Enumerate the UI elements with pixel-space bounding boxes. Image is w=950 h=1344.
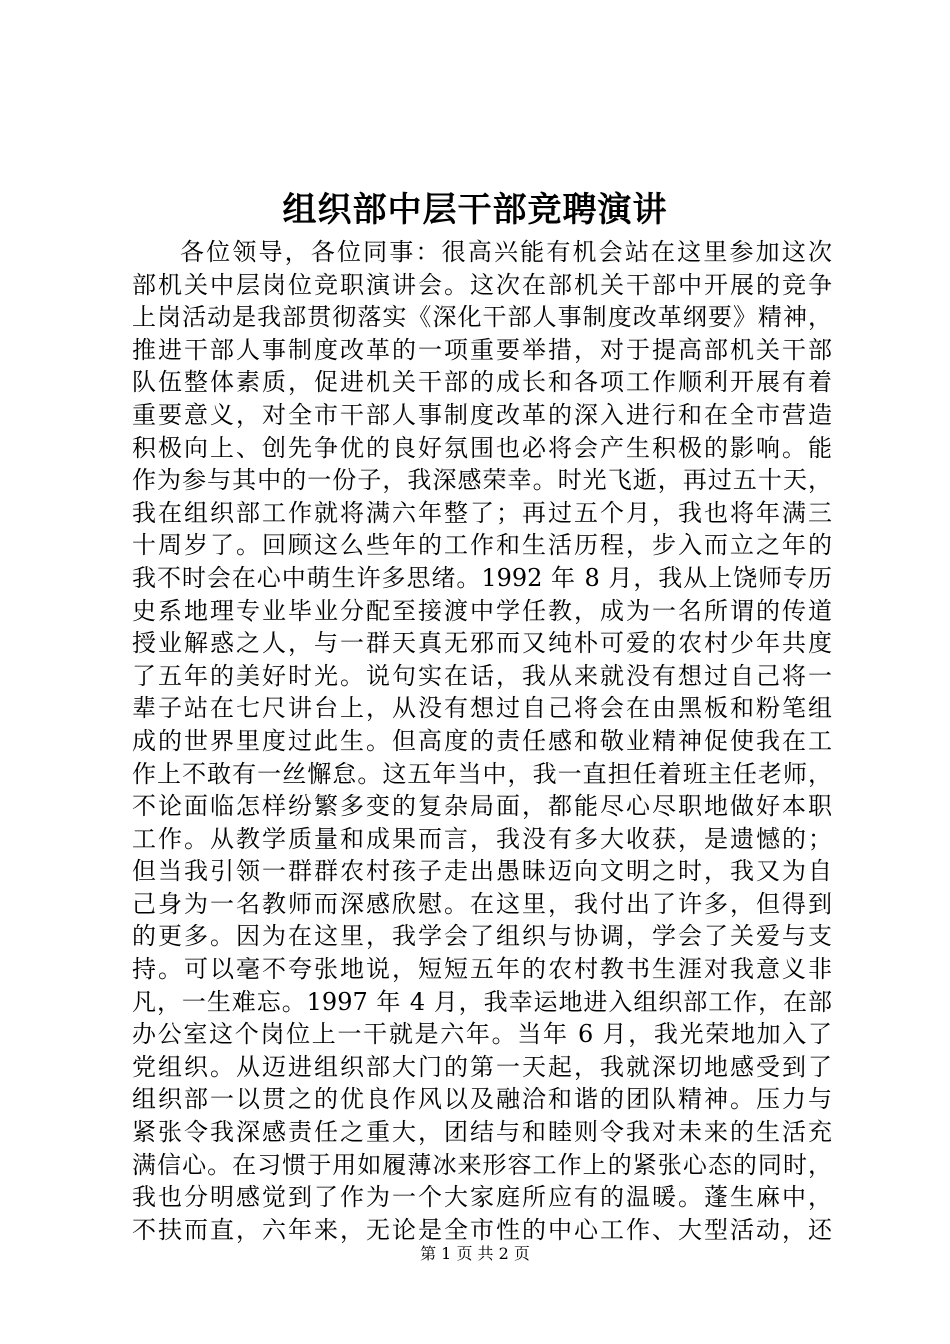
body-line: 我也分明感觉到了作为一个大家庭所应有的温暖。蓬生麻中， <box>132 1183 832 1212</box>
body-line: 不扶而直，六年来，无论是全市性的中心工作、大型活动，还 <box>132 1215 832 1244</box>
body-line: 办公室这个岗位上一干就是六年。当年 6 月，我光荣地加入了 <box>132 1020 832 1049</box>
body-line: 推进干部人事制度改革的一项重要举措，对于提高部机关干部 <box>132 335 832 364</box>
body-line: 十周岁了。回顾这么些年的工作和生活历程，步入而立之年的 <box>132 531 832 560</box>
body-line: 作上不敢有一丝懈怠。这五年当中，我一直担任着班主任老师， <box>132 759 832 788</box>
document-body <box>132 236 832 1246</box>
body-line: 满信心。在习惯于用如履薄冰来形容工作上的紧张心态的同时， <box>132 1150 832 1179</box>
document-title: 组织部中层干部竞聘演讲 <box>282 190 668 230</box>
body-line: 了五年的美好时光。说句实在话，我从来就没有想过自己将一 <box>132 661 832 690</box>
body-line: 凡，一生难忘。1997 年 4 月，我幸运地进入组织部工作，在部 <box>132 987 832 1016</box>
body-line: 积极向上、创先争优的良好氛围也必将会产生积极的影响。能 <box>132 433 832 462</box>
body-line: 党组织。从迈进组织部大门的第一天起，我就深切地感受到了 <box>132 1052 832 1081</box>
page-number-footer: 第 1 页 共 2 页 <box>420 1244 530 1263</box>
body-line: 我不时会在心中萌生许多思绪。1992 年 8 月，我从上饶师专历 <box>132 563 832 592</box>
body-line: 重要意义，对全市干部人事制度改革的深入进行和在全市营造 <box>132 400 832 429</box>
body-line: 成的世界里度过此生。但高度的责任感和敬业精神促使我在工 <box>132 726 832 755</box>
body-line: 但当我引领一群群农村孩子走出愚昧迈向文明之时，我又为自 <box>132 857 832 886</box>
body-line: 队伍整体素质，促进机关干部的成长和各项工作顺利开展有着 <box>132 368 832 397</box>
body-line: 工作。从教学质量和成果而言，我没有多大收获，是遗憾的； <box>132 824 832 853</box>
body-line: 史系地理专业毕业分配至接渡中学任教，成为一名所谓的传道 <box>132 596 832 625</box>
body-line: 部机关中层岗位竞职演讲会。这次在部机关干部中开展的竞争 <box>132 270 832 299</box>
body-line: 各位领导，各位同事：很高兴能有机会站在这里参加这次 <box>180 238 832 266</box>
body-line: 辈子站在七尺讲台上，从没有想过自己将会在由黑板和粉笔组 <box>132 694 832 723</box>
body-line: 紧张令我深感责任之重大，团结与和睦则令我对未来的生活充 <box>132 1118 832 1147</box>
body-line: 的更多。因为在这里，我学会了组织与协调，学会了关爱与支 <box>132 922 832 951</box>
body-line: 授业解惑之人，与一群天真无邪而又纯朴可爱的农村少年共度 <box>132 629 832 658</box>
body-line: 不论面临怎样纷繁多变的复杂局面，都能尽心尽职地做好本职 <box>132 792 832 821</box>
body-line: 组织部一以贯之的优良作风以及融洽和谐的团队精神。压力与 <box>132 1085 832 1114</box>
body-line: 作为参与其中的一份子，我深感荣幸。时光飞逝，再过五十天， <box>132 466 832 495</box>
body-line: 上岗活动是我部贯彻落实《深化干部人事制度改革纲要》精神， <box>132 303 832 332</box>
body-line: 我在组织部工作就将满六年整了；再过五个月，我也将年满三 <box>132 498 832 527</box>
body-line: 持。可以毫不夸张地说，短短五年的农村教书生涯对我意义非 <box>132 955 832 984</box>
body-line: 己身为一名教师而深感欣慰。在这里，我付出了许多，但得到 <box>132 889 832 918</box>
